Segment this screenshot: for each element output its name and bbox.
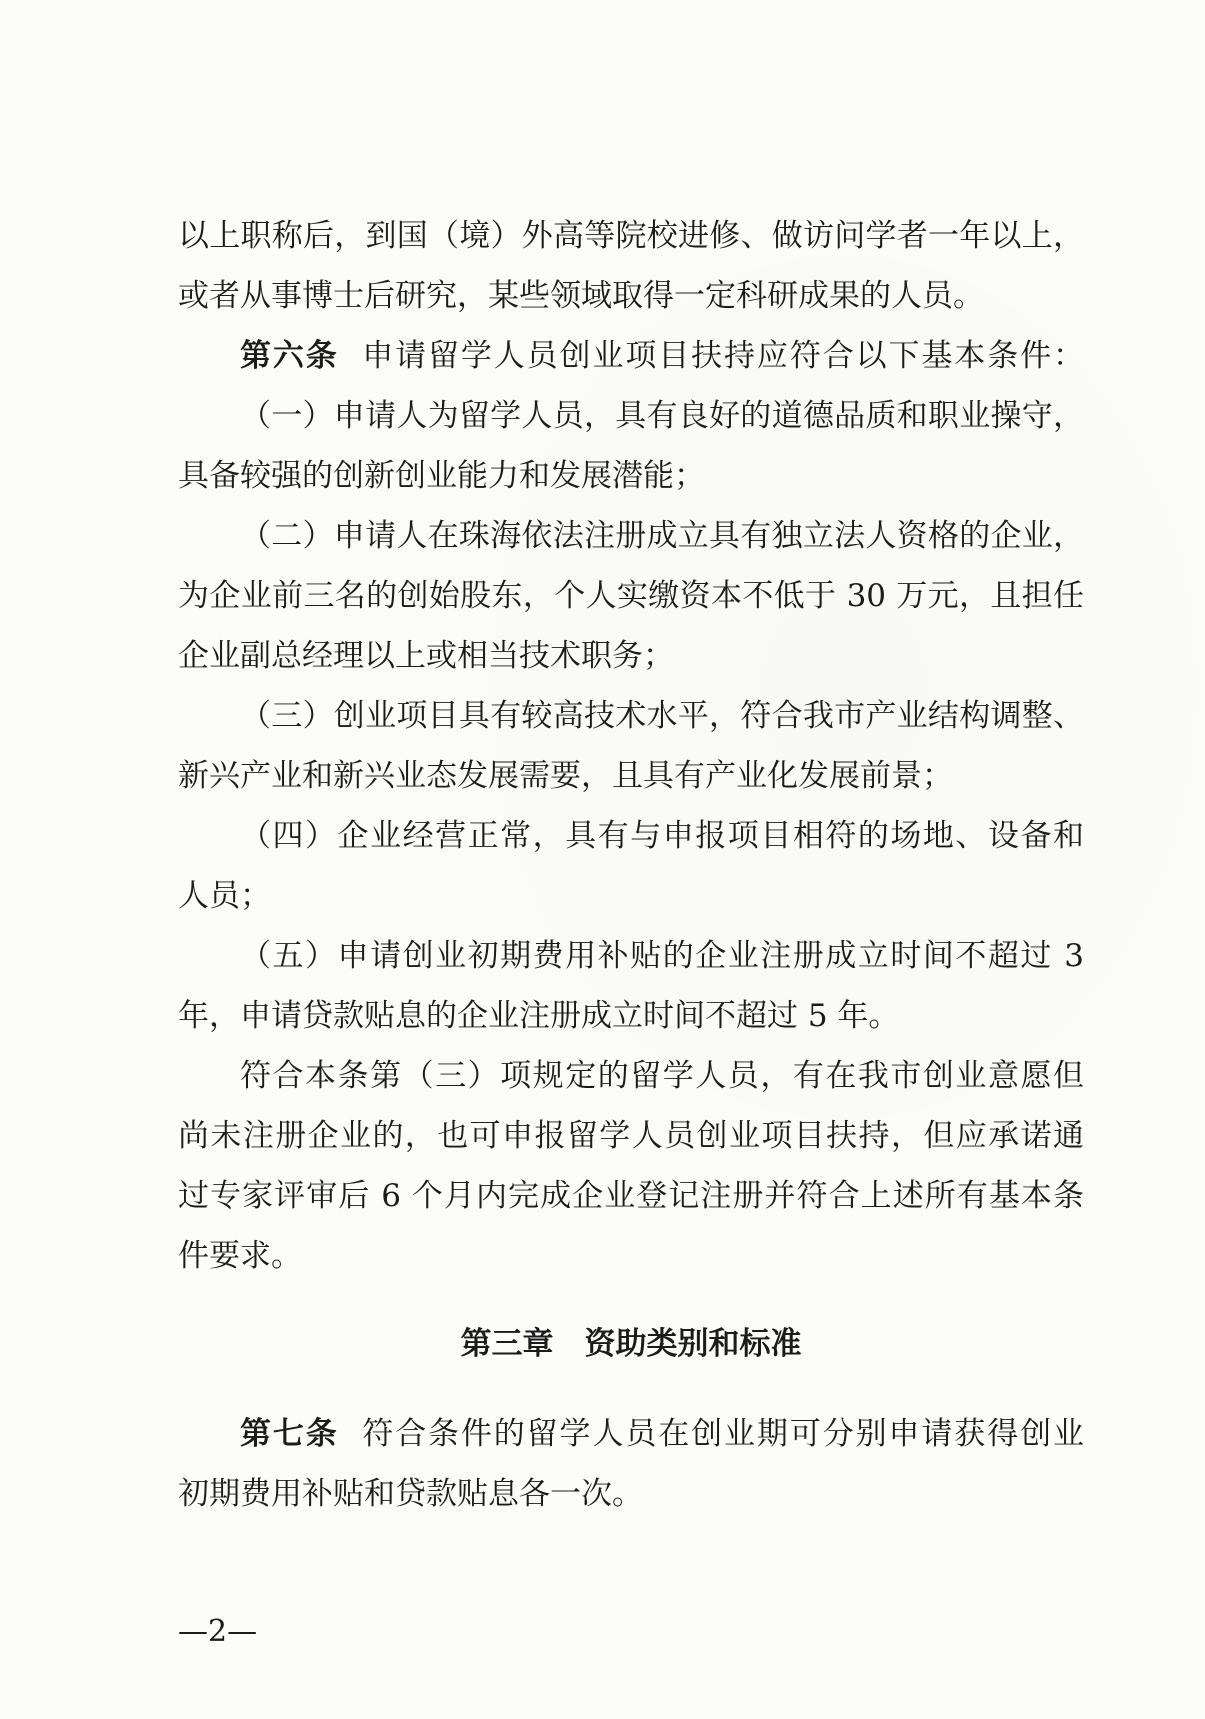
- item-2-line: （二）申请人在珠海依法注册成立具有独立法人资格的企业，: [240, 518, 1084, 554]
- supplement-line: 件要求。: [178, 1238, 302, 1274]
- article-6-text: 申请留学人员创业项目扶持应符合以下基本条件：: [362, 338, 1084, 374]
- article-7-line: 初期费用补贴和贷款贴息各一次。: [178, 1476, 643, 1512]
- item-5-line: （五）申请创业初期费用补贴的企业注册成立时间不超过 3: [240, 938, 1084, 974]
- item-4-line: （四）企业经营正常，具有与申报项目相符的场地、设备和: [240, 818, 1084, 854]
- item-5-line: 年，申请贷款贴息的企业注册成立时间不超过 5 年。: [178, 998, 900, 1034]
- article-7-label: 第七条: [240, 1416, 339, 1452]
- paragraph-line: 以上职称后，到国（境）外高等院校进修、做访问学者一年以上，: [178, 218, 1084, 254]
- document-body: [178, 206, 1084, 1524]
- item-3-line: 新兴产业和新兴业态发展需要，且具有产业化发展前景；: [178, 758, 953, 794]
- item-2-line: 为企业前三名的创始股东，个人实缴资本不低于 30 万元，且担任: [178, 578, 1084, 614]
- item-4-line: 人员；: [178, 878, 271, 914]
- supplement-line: 尚未注册企业的，也可申报留学人员创业项目扶持，但应承诺通: [178, 1118, 1084, 1154]
- article-6-heading-line: [178, 326, 1084, 386]
- item-1-line: （一）申请人为留学人员，具有良好的道德品质和职业操守，: [240, 398, 1084, 434]
- article-7-heading-line: [178, 1404, 1084, 1464]
- chapter-3-title: 第三章 资助类别和标准: [460, 1326, 802, 1362]
- item-2-line: 企业副总经理以上或相当技术职务；: [178, 638, 674, 674]
- supplement-line: 符合本条第（三）项规定的留学人员，有在我市创业意愿但: [240, 1058, 1084, 1094]
- article-7-text: 符合条件的留学人员在创业期可分别申请获得创业: [362, 1416, 1084, 1452]
- item-3-line: （三）创业项目具有较高技术水平，符合我市产业结构调整、: [240, 698, 1084, 734]
- page-number: —2—: [178, 1614, 258, 1649]
- item-1-line: 具备较强的创新创业能力和发展潜能；: [178, 458, 705, 494]
- article-6-label: 第六条: [240, 338, 339, 374]
- supplement-line: 过专家评审后 6 个月内完成企业登记注册并符合上述所有基本条: [178, 1178, 1084, 1214]
- paragraph-line: 或者从事博士后研究，某些领域取得一定科研成果的人员。: [178, 278, 984, 314]
